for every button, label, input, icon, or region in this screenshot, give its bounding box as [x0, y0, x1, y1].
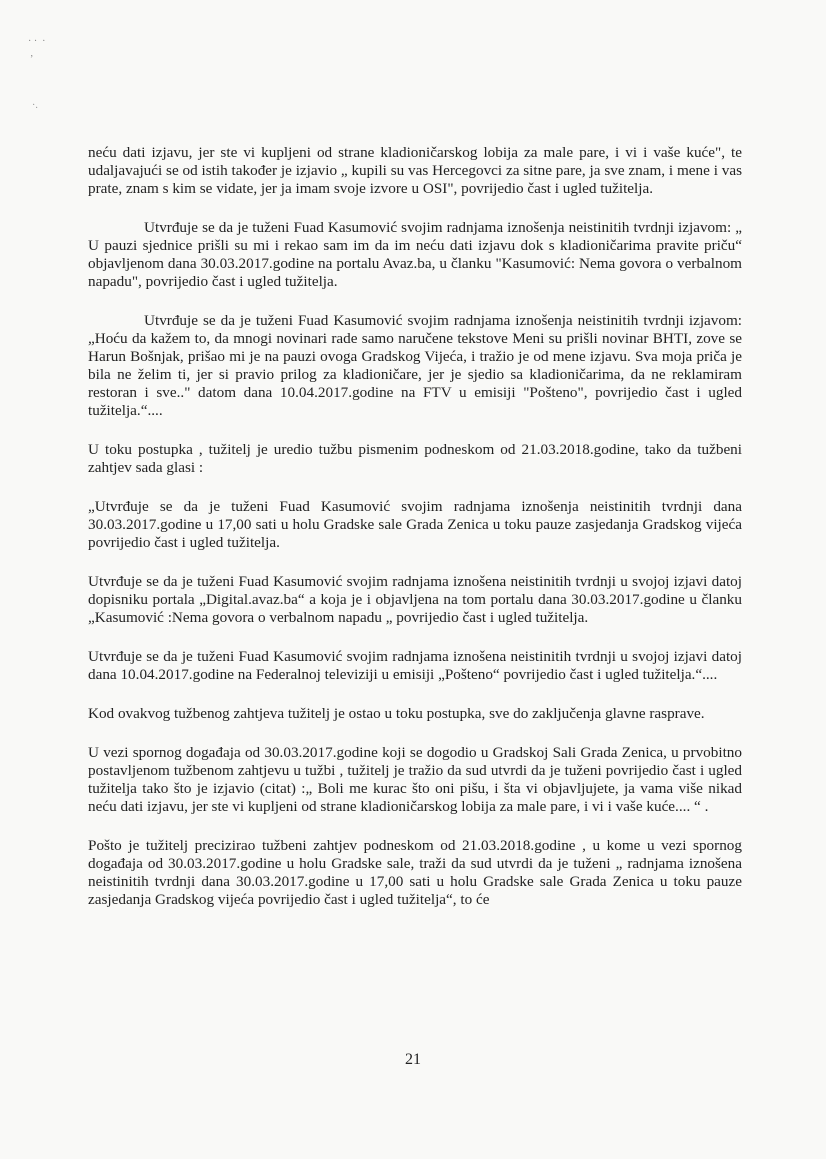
paragraph-avaz-statement: Utvrđuje se da je tuženi Fuad Kasumović svojim radnjama iznošenja neistinitih tvrdnji izjavom: „ U pauzi sjednice prišli su mi i rekao sam im da im neću dati izjavu dok s kladioničarima pravite priču“ objavljenom dana 30.03.2017.godine na portalu Avaz.ba, u članku "Kasumović: Nema govora o verbalnom napadu", povrijedio čast i ugled tužitelja. [88, 219, 742, 290]
paragraph-disputed-event: U vezi spornog događaja od 30.03.2017.godine koji se dogodio u Gradskoj Sali Grada Zenica, u prvobitno postavljenom tužbenom zahtjevu u tužbi , tužitelj je tražio da sud utvrdi da je tuženi povrijedio čast i ugled tužitelja tako što je izjavio (citat) :„ Boli me kurac što oni pišu, i šta vi objavljujete, ja vama više nikad neću dati izjavu, jer ste vi kupljeni od strane kladioničarskog lobija za male pare, i vi i vaše kuće.... “ . [88, 744, 742, 815]
paragraph-claim-maintained: Kod ovakvog tužbenog zahtjeva tužitelj je ostao u toku postupka, sve do zaključenja glavne rasprave. [88, 705, 705, 722]
document-body [88, 144, 742, 909]
paragraph-specified-claim: Pošto je tužitelj precizirao tužbeni zahtjev podneskom od 21.03.2018.godine , u kome u vezi spornog događaja od 30.03.2017.godine u holu Gradske sale, traži da sud utvrdi da je tuženi „ radnjama iznošena neistinitih tvrdnji dana 30.03.2017.godine u 17,00 sati u holu Gradske sale Grada Zenica u toku pauze zasjedanja Gradskog vijeća povrijedio čast i ugled tužitelja“, to će [88, 837, 742, 908]
paragraph-claim-item-1: „Utvrđuje se da je tuženi Fuad Kasumović svojim radnjama iznošenja neistinitih tvrdnji dana 30.03.2017.godine u 17,00 sati u holu Gradske sale Grada Zenica u toku pauze zasjedanja Gradskog vijeća povrijedio čast i ugled tužitelja. [88, 498, 742, 551]
paragraph-continuation: neću dati izjavu, jer ste vi kupljeni od strane kladioničarskog lobija za male pare, i vi i vaše kuće", te udaljavajući se od istih također je izjavio „ kupili su vas Hercegovci za sitne pare, ja sve znam, i mene i vas prate, znam s kim se vidate, jer ja imam svoje izvore u OSI", povrijedio čast i ugled tužitelja. [88, 144, 742, 197]
paragraph-claim-item-2: Utvrđuje se da je tuženi Fuad Kasumović svojim radnjama iznošena neistinitih tvrdnji u svojoj izjavi datoj dopisniku portala „Digital.avaz.ba“ a koja je i objavljena na tom portalu dana 30.03.2017.godine u članku „Kasumović :Nema govora o verbalnom napadu „ povrijedio čast i ugled tužitelja. [88, 573, 742, 626]
scan-specks: · · · , [28, 36, 46, 59]
paragraph-ftv-statement: Utvrđuje se da je tuženi Fuad Kasumović svojim radnjama iznošenja neistinitih tvrdnji izjavom: „Hoću da kažem to, da mnogi novinari rade samo naručene tekstove Meni su prišli novinar BHTI, zove se Harun Bošnjak, prišao mi je na pauzi ovoga Gradskog Vijeća, i tražio je od mene izjavu. Sva moja priča je bila ne želim ti, jer si pravio prilog za kladioničare, jer je sjedio sa kladioničarima, da ne reklamiram restoran i sve.." datom dana 10.04.2017.godine na FTV u emisiji "Pošteno", povrijedio čast i ugled tužitelja.“.... [88, 312, 742, 419]
paragraph-claim-item-3: Utvrđuje se da je tuženi Fuad Kasumović svojim radnjama iznošena neistinitih tvrdnji u svojoj izjavi datoj dana 10.04.2017.godine na Federalnoj televiziji u emisiji „Pošteno“ povrijedio čast i ugled tužitelja.“.... [88, 648, 742, 683]
page-number: 21 [405, 1051, 421, 1068]
paragraph-amended-claim-intro: U toku postupka , tužitelj je uredio tužbu pismenim podneskom od 21.03.2018.godine, tako da tužbeni zahtjev sada glasi : [88, 441, 742, 476]
scan-speck: ·. [32, 100, 38, 111]
